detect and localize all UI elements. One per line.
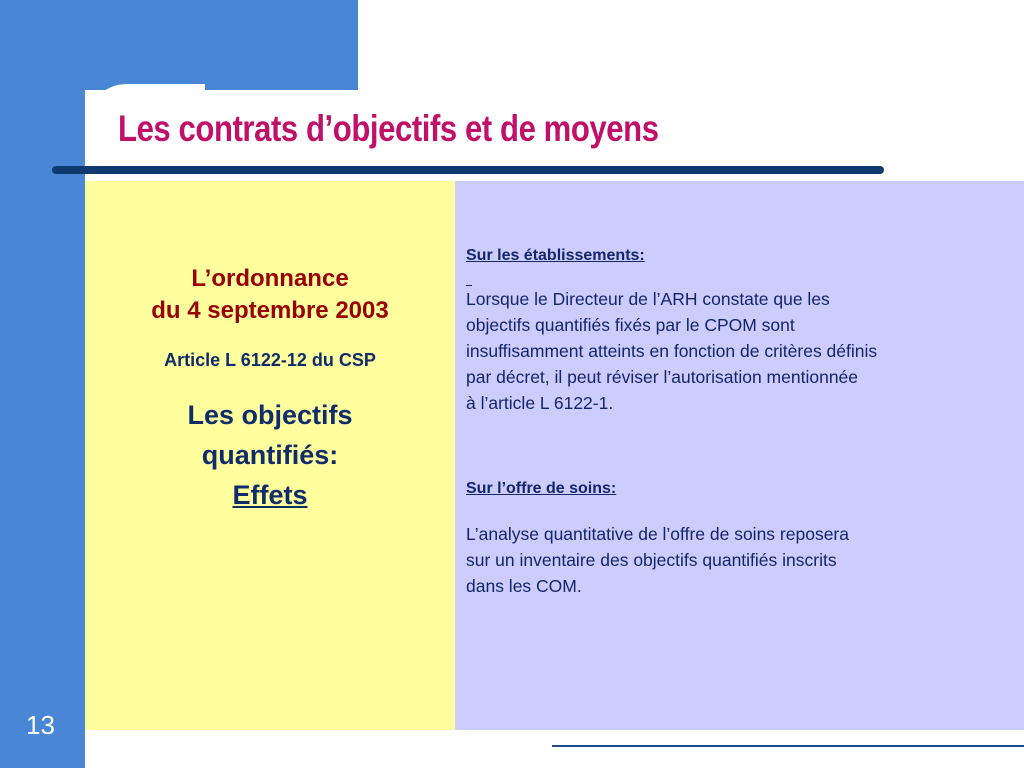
article-reference: Article L 6122-12 du CSP [164,350,376,370]
section-offre-soins-title: Sur l’offre de soins: [466,480,617,497]
title-underline-bar [52,166,884,174]
right-panel-content [466,243,1011,599]
section-etablissements-title: Sur les établissements: [466,247,645,264]
ordonnance-heading: L’ordonnance [191,265,349,292]
text-line: dans les COM. [466,576,582,596]
ordonnance-date: du 4 septembre 2003 [151,297,389,324]
text-line: L’analyse quantitative de l’offre de soins reposera [466,524,849,544]
objectifs-line-2: quantifiés: [201,440,339,470]
page-number: 13 [26,710,55,740]
effets-label: Effets [232,480,308,510]
section-etablissements-text [466,286,1011,416]
text-line: Lorsque le Directeur de l’ARH constate que les [466,289,830,309]
slide-title: Les contrats d’objectifs et de moyens [118,108,659,149]
text-line: objectifs quantifiés fixés par le CPOM sont [466,315,795,335]
text-line: par décret, il peut réviser l’autorisation mentionnée [466,367,859,387]
section-offre-soins-text [466,521,1011,599]
decorative-blue-sidebar [0,0,85,768]
text-line: insuffisamment atteints en fonction de critères définis [466,341,878,361]
objectifs-line-1: Les objectifs [187,400,353,430]
footer-divider [552,745,1024,747]
text-line: sur un inventaire des objectifs quantifiés inscrits [466,550,837,570]
objectifs-heading [85,395,455,515]
left-panel-content [85,263,455,515]
text-line: à l’article L 6122-1. [466,393,614,413]
